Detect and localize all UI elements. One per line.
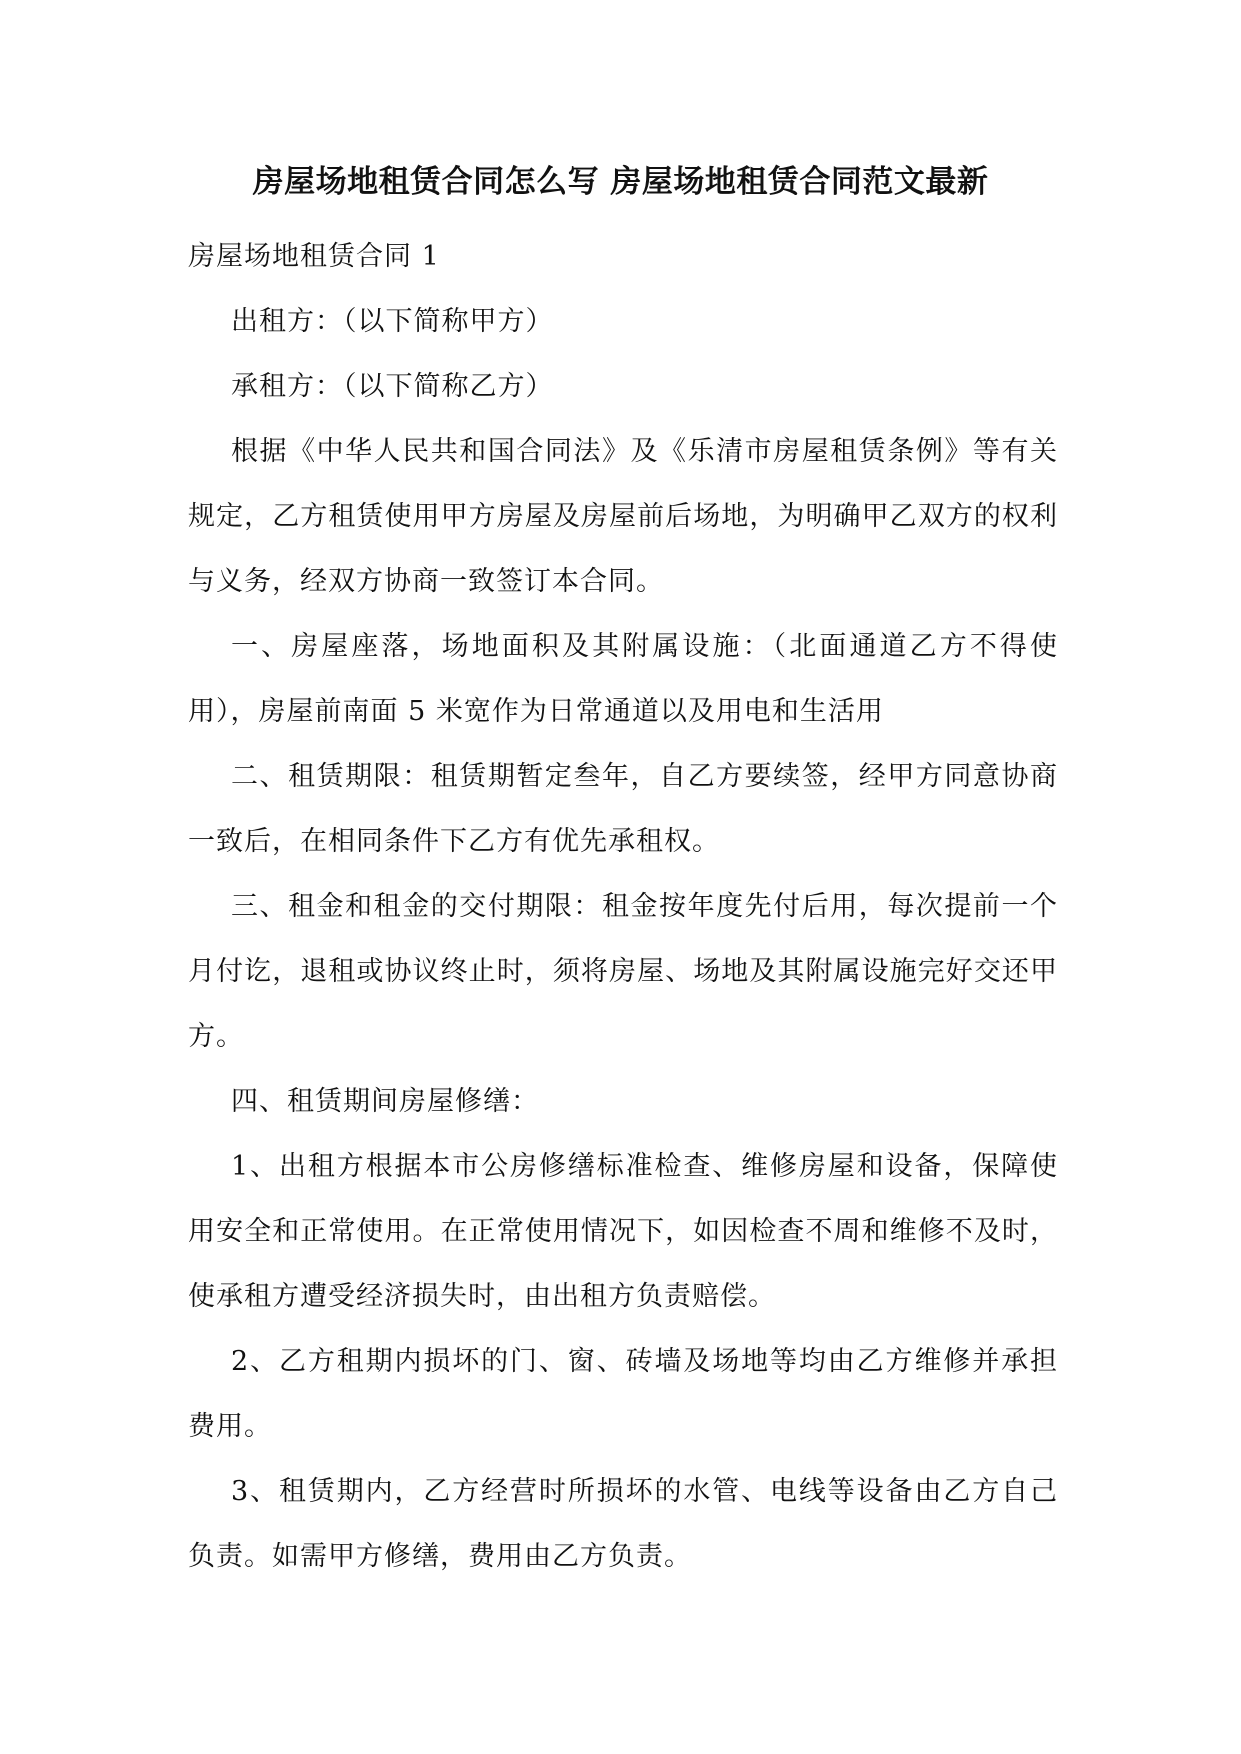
paragraph-item-2: 2、乙方租期内损坏的门、窗、砖墙及场地等均由乙方维修并承担费用。 [188, 1346, 1058, 1442]
paragraph-clause-2: 二、租赁期限：租赁期暂定叁年，自乙方要续签，经甲方同意协商一致后，在相同条件下乙方有优先承租权。 [188, 761, 1058, 857]
paragraph-item-1: 1、出租方根据本市公房修缮标准检查、维修房屋和设备，保障使用安全和正常使用。在正常使用情况下，如因检查不周和维修不及时，使承租方遭受经济损失时，由出租方负责赔偿。 [188, 1151, 1058, 1312]
paragraph-preamble: 根据《中华人民共和国合同法》及《乐清市房屋租赁条例》等有关规定，乙方租赁使用甲方房屋及房屋前后场地，为明确甲乙双方的权利与义务，经双方协商一致签订本合同。 [188, 436, 1058, 597]
paragraph-heading: 房屋场地租赁合同 1 [188, 241, 440, 272]
paragraph-lessee: 承租方：（以下简称乙方） [231, 371, 554, 402]
document-body [188, 224, 1058, 1589]
document-title: 房屋场地租赁合同怎么写 房屋场地租赁合同范文最新 [252, 164, 989, 200]
paragraph-clause-3: 三、租金和租金的交付期限：租金按年度先付后用，每次提前一个月付讫，退租或协议终止时，须将房屋、场地及其附属设施完好交还甲方。 [188, 891, 1058, 1052]
paragraph-item-3: 3、租赁期内，乙方经营时所损坏的水管、电线等设备由乙方自己负责。如需甲方修缮，费用由乙方负责。 [188, 1476, 1058, 1572]
paragraph-clause-1: 一、房屋座落，场地面积及其附属设施：（北面通道乙方不得使用），房屋前南面 5 米宽作为日常通道以及用电和生活用 [188, 631, 1058, 727]
paragraph-lessor: 出租方：（以下简称甲方） [231, 306, 554, 337]
paragraph-clause-4: 四、租赁期间房屋修缮： [231, 1086, 539, 1117]
